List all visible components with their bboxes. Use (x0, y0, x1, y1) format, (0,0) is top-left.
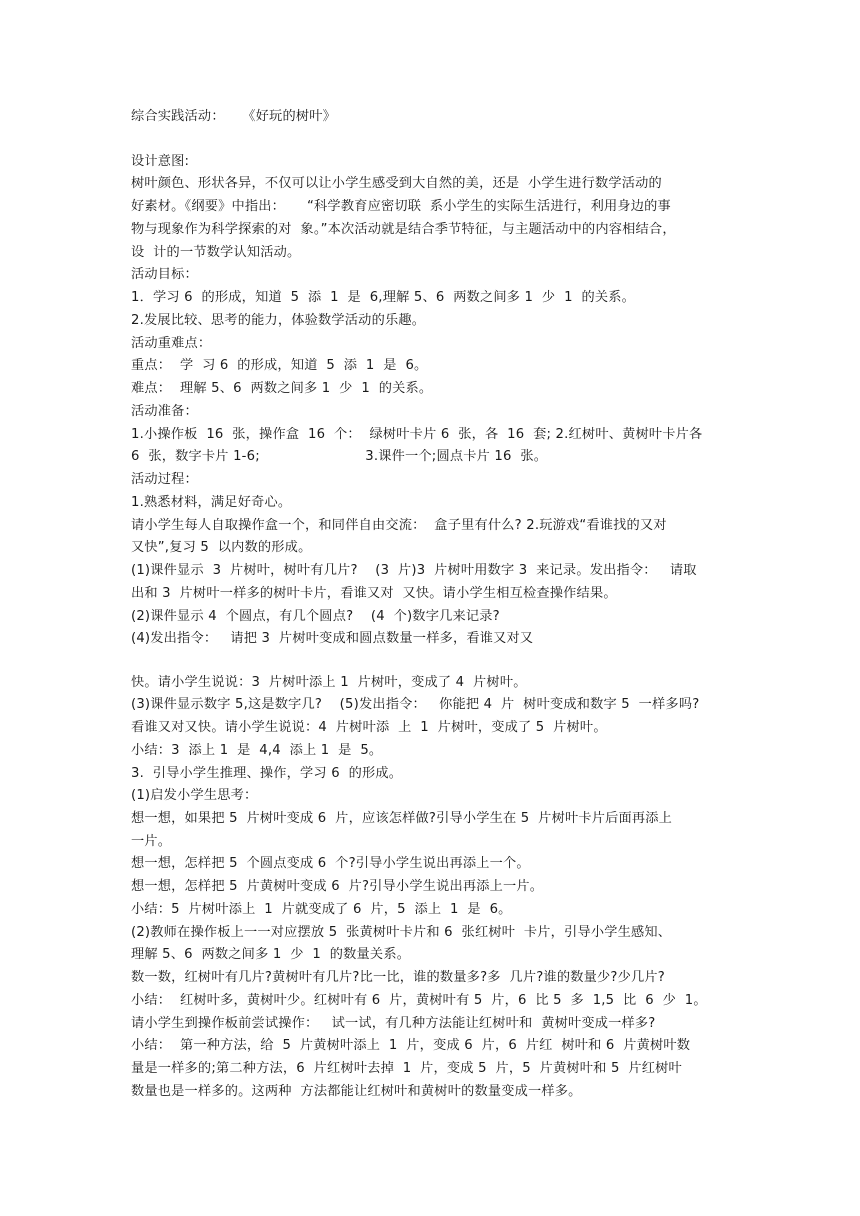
text-line: 活动目标： (131, 267, 198, 282)
document-title: 综合实践活动： 《好玩的树叶》 (131, 109, 336, 124)
text-line: 数一数，红树叶有几片?黄树叶有几片?比一比，谁的数量多?多 几片?谁的数量少?少几片? (131, 970, 665, 985)
text-line: 设计意图: (131, 154, 190, 169)
text-line: 想一想，怎样把 5 个圆点变成 6 个?引导小学生说出再添上一个。 (131, 856, 530, 871)
text-line: 重点： 学 习 6 的形成，知道 5 添 1 是 6。 (131, 358, 428, 373)
text-line: 难点： 理解 5、6 两数之间多 1 少 1 的关系。 (131, 381, 433, 396)
text-line: 请小学生每人自取操作盒一个，和同伴自由交流： 盒子里有什么? 2.玩游戏“看谁找的又对 (131, 518, 667, 533)
text-line: (1)启发小学生思考： (131, 788, 258, 803)
text-line: 量是一样多的;第二种方法，6 片红树叶去掉 1 片，变成 5 片，5 片黄树叶和 5 片红树叶 (131, 1061, 682, 1076)
text-line: 请小学生到操作板前尝试操作： 试一试，有几种方法能让红树叶和 黄树叶变成一样多? (131, 1016, 656, 1031)
text-line: (4)发出指令： 请把 3 片树叶变成和圆点数量一样多，看谁又对又 (131, 631, 534, 646)
text-line: (2)课件显示 4 个圆点，有几个圆点? (4 个)数字几来记录? (131, 609, 500, 624)
text-line: 小结：3 添上 1 是 4,4 添上 1 是 5。 (131, 743, 383, 758)
text-line: 1.熟悉材料，满足好奇心。 (131, 495, 292, 510)
text-line: (1)课件显示 3 片树叶，树叶有几片? (3 片)3 片树叶用数字 3 来记录。发出指令： 请取 (131, 563, 697, 578)
text-line: (3)课件显示数字 5,这是数字几? (5)发出指令： 你能把 4 片 树叶变成和数字 5 一样多吗? (131, 697, 700, 712)
text-line: 树叶颜色、形状各异，不仅可以让小学生感受到大自然的美，还是 小学生进行数学活动的 (131, 176, 662, 191)
text-line: 看谁又对又快。请小学生说说：4 片树叶添 上 1 片树叶，变成了 5 片树叶。 (131, 720, 607, 735)
text-line: 2.发展比较、思考的能力，体验数学活动的乐趣。 (131, 313, 426, 328)
text-line: 物与现象作为科学探索的对 象。”本次活动就是结合季节特征，与主题活动中的内容相结合， (131, 222, 676, 237)
text-line: 一片。 (131, 834, 172, 849)
text-line: 活动准备： (131, 404, 198, 419)
text-line: 6 张，数字卡片 1-6; 3.课件一个;圆点卡片 16 张。 (131, 449, 548, 464)
text-line: 快。请小学生说说：3 片树叶添上 1 片树叶，变成了 4 片树叶。 (131, 675, 527, 690)
text-line: 想一想，怎样把 5 片黄树叶变成 6 片?引导小学生说出再添上一片。 (131, 879, 544, 894)
text-line: 数量也是一样多的。这两种 方法都能让红树叶和黄树叶的数量变成一样多。 (131, 1084, 582, 1099)
text-line: 想一想，如果把 5 片树叶变成 6 片，应该怎样做?引导小学生在 5 片树叶卡片后面再添上 (131, 811, 673, 826)
text-line: 活动过程： (131, 472, 198, 487)
text-line: 小结： 红树叶多，黄树叶少。红树叶有 6 片，黄树叶有 5 片，6 比 5 多 1,5 比 6 少 1。 (131, 993, 707, 1008)
text-line: 理解 5、6 两数之间多 1 少 1 的数量关系。 (131, 947, 411, 962)
text-line: 小结：5 片树叶添上 1 片就变成了 6 片，5 添上 1 是 6。 (131, 902, 512, 917)
text-line: 又快”,复习 5 以内数的形成。 (131, 540, 312, 555)
text-line: 1．学习 6 的形成，知道 5 添 1 是 6,理解 5、6 两数之间多 1 少 1 的关系。 (131, 290, 636, 305)
text-line: 活动重难点： (131, 336, 212, 351)
text-line: 小结： 第一种方法，给 5 片黄树叶添上 1 片，变成 6 片，6 片红 树叶和 6 片黄树叶数 (131, 1038, 691, 1053)
text-line: 好素材。《纲要》中指出： “科学教育应密切联 系小学生的实际生活进行，利用身边的事 (131, 199, 671, 214)
text-line: 设 计的一节数学认知活动。 (131, 245, 301, 260)
text-line: 3. 引导小学生推理、操作，学习 6 的形成。 (131, 766, 403, 781)
text-line: (2)教师在操作板上一一对应摆放 5 张黄树叶卡片和 6 张红树叶 卡片，引导小学生感知、 (131, 925, 672, 940)
text-line: 1.小操作板 16 张，操作盒 16 个： 绿树叶卡片 6 张，各 16 套; 2.红树叶、黄树叶卡片各 (131, 427, 703, 442)
text-line: 出和 3 片树叶一样多的树叶卡片，看谁又对 又快。请小学生相互检查操作结果。 (131, 586, 617, 601)
